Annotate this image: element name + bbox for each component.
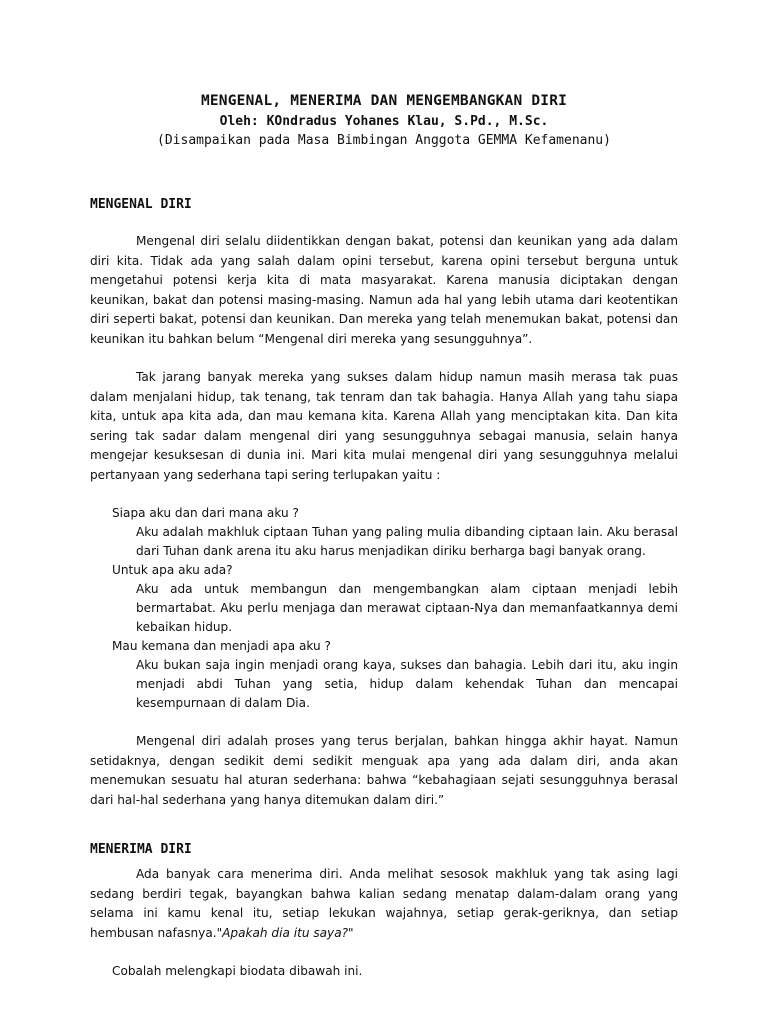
answer-item: Aku bukan saja ingin menjadi orang kaya, sukses dan bahagia. Lebih dari itu, aku ingin menjadi abdi Tuhan yang setia, hidup dalam kehendak Tuhan dan mencapai kesempurnaan di dalam Dia. [136,658,678,710]
paragraph [90,865,678,943]
document-author: Oleh: KOndradus Yohanes Klau, S.Pd., M.Sc. [219,114,549,129]
document-page [90,92,678,982]
section-heading-mengenal-diri: MENGENAL DIRI [90,197,192,212]
answer-item: Aku ada untuk membangun dan mengembangkan alam ciptaan menjadi lebih bermartabat. Aku perlu menjaga dan merawat ciptaan-Nya dan memanfaatkannya demi kebaikan hidup. [136,582,678,634]
question-item: Untuk apa aku ada? [112,563,233,577]
instruction-text: Cobalah melengkapi biodata dibawah ini. [112,964,363,978]
paragraph: Mengenal diri selalu diidentikkan dengan bakat, potensi dan keunikan yang ada dalam diri kita. Tidak ada yang salah dalam opini tersebut, karena opini tersebut berguna untuk mengetahui potensi kerja kita di mata masyarakat. Karena manusia diciptakan dengan keunikan, bakat dan potensi masing-masing. Namun ada hal yang lebih utama dari keotentikan diri seperti bakat, potensi dan keunikan. Dan mereka yang telah menemukan bakat, potensi dan keunikan itu bahkan belum “Mengenal diri mereka yang sesungguhnya”. [90,234,678,346]
question-item: Siapa aku dan dari mana aku ? [112,506,299,520]
question-item: Mau kemana dan menjadi apa aku ? [112,639,331,653]
paragraph-quote: "Apakah dia itu saya?" [216,925,354,940]
paragraph-text: Ada banyak cara menerima diri. Anda melihat sesosok makhluk yang tak asing lagi sedang berdiri tegak, bayangkan bahwa kalian sedang menatap dalam-dalam orang yang selama ini kamu kenal itu, setiap lekukan wajahnya, setiap gerak-geriknya, dan setiap hembusan nafasnya. [90,867,678,940]
document-subtitle: (Disampaikan pada Masa Bimbingan Anggota GEMMA Kefamenanu) [157,133,611,148]
section-heading-menerima-diri: MENERIMA DIRI [90,842,192,857]
paragraph: Tak jarang banyak mereka yang sukses dalam hidup namun masih merasa tak puas dalam menjalani hidup, tak tenang, tak tenram dan tak bahagia. Hanya Allah yang tahu siapa kita, untuk apa kita ada, dan mau kemana kita. Karena Allah yang menciptakan kita. Dan kita sering tak sadar dalam mengenal diri yang sesungguhnya sebagai manusia, selain hanya mengejar kesuksesan di dunia ini. Mari kita mulai mengenal diri yang sesungguhnya melalui pertanyaan yang sederhana tapi sering terlupakan yaitu : [90,370,678,482]
answer-item: Aku adalah makhluk ciptaan Tuhan yang paling mulia dibanding ciptaan lain. Aku berasal dari Tuhan dank arena itu aku harus menjadikan diriku berharga bagi banyak orang. [136,525,678,558]
question-list [90,504,678,713]
paragraph: Mengenal diri adalah proses yang terus berjalan, bahkan hingga akhir hayat. Namun setidaknya, dengan sedikit demi sedikit menguak apa yang ada dalam diri, anda akan menemukan sesuatu hal aturan sederhana: bahwa “kebahagiaan sejati sesungguhnya berasal dari hal-hal sederhana yang hanya ditemukan dalam diri.” [90,734,678,807]
document-title: MENGENAL, MENERIMA DAN MENGEMBANGKAN DIRI [200,93,568,109]
